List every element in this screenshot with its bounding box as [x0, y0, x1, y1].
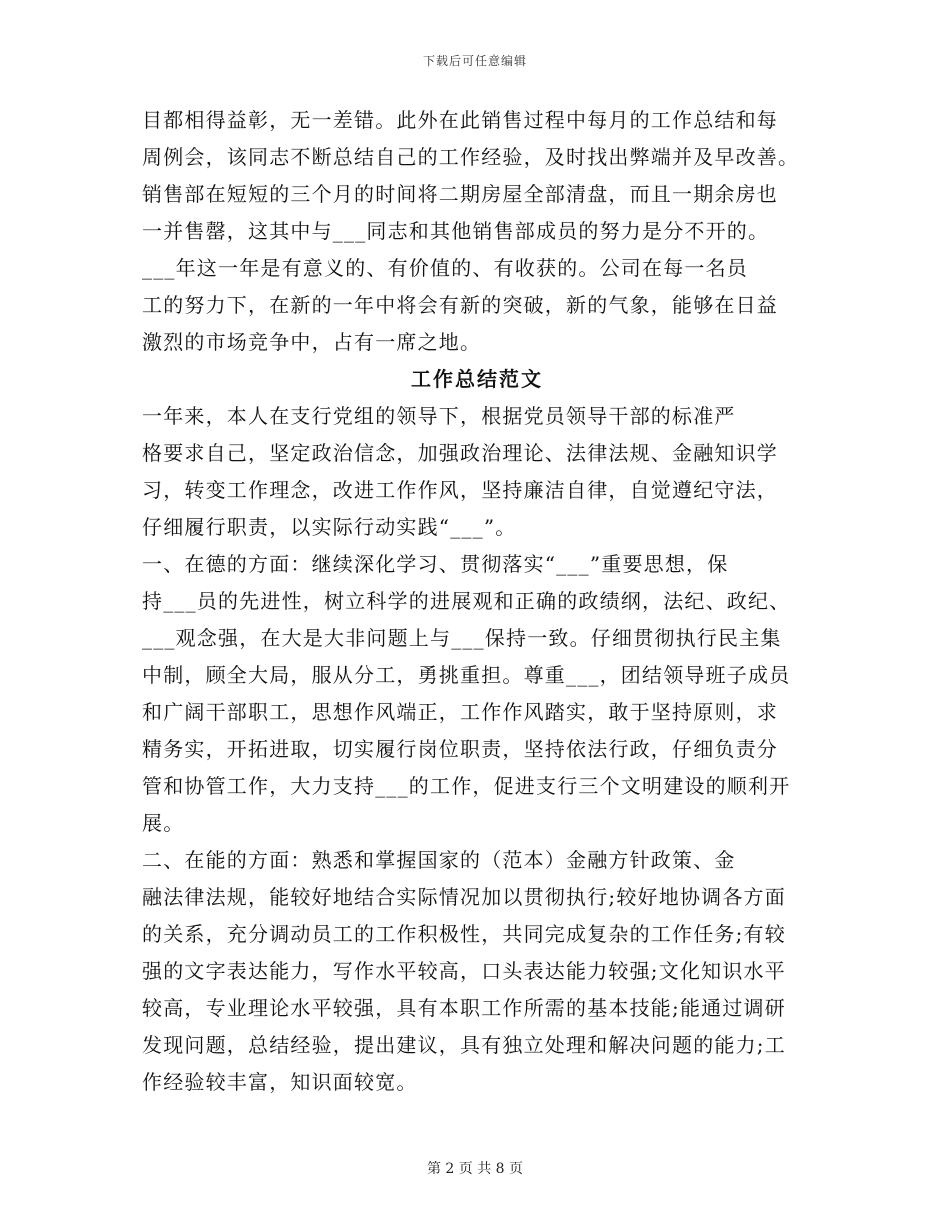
page-header-note: 下载后可任意编辑: [422, 54, 527, 68]
text-line: 目都相得益彰，无一差错。此外在此销售过程中每月的工作总结和每: [142, 108, 778, 132]
text-line: 一并售罄，这其中与___同志和其他销售部成员的努力是分不开的。: [142, 219, 770, 243]
text-line: 较高，专业理论水平较强，具有本职工作所需的基本技能;能通过调研: [142, 996, 786, 1020]
text-line: 作经验较丰富，知识面较宽。: [142, 1070, 418, 1094]
text-line: 一、在德的方面：继续深化学习、贯彻落实“___”重要思想，保: [142, 552, 729, 576]
section-title: 工作总结范文: [411, 367, 543, 391]
text-line: 工的努力下，在新的一年中将会有新的突破，新的气象，能够在日益: [142, 293, 778, 317]
text-line: 的关系，充分调动员工的工作积极性，共同完成复杂的工作任务;有较: [142, 922, 786, 946]
text-line: 管和协管工作，大力支持___的工作，促进支行三个文明建设的顺利开: [142, 774, 791, 798]
document-body: [142, 102, 812, 1101]
page-number-footer: 第 2 页 共 8 页: [426, 1161, 524, 1177]
text-line: 和广阔干部职工，思想作风端正，工作作风踏实，敢于坚持原则，求: [142, 700, 778, 724]
text-line: 激烈的市场竞争中，占有一席之地。: [142, 330, 482, 354]
text-line: 展。: [142, 811, 185, 835]
text-line: 精务实，开拓进取，切实履行岗位职责，坚持依法行政，仔细负责分: [142, 737, 778, 761]
text-line: 融法律法规，能较好地结合实际情况加以贯彻执行;较好地协调各方面: [142, 885, 786, 909]
text-line: 习，转变工作理念，改进工作作风，坚持廉洁自律，自觉遵纪守法，: [142, 478, 778, 502]
text-line: ___观念强，在大是大非问题上与___保持一致。仔细贯彻执行民主集: [142, 626, 782, 650]
text-line: 仔细履行职责，以实际行动实践“___”。: [142, 515, 517, 539]
text-line: 一年来，本人在支行党组的领导下，根据党员领导干部的标准严: [142, 404, 736, 428]
text-line: 发现问题，总结经验，提出建议，具有独立处理和解决问题的能力;工: [142, 1033, 786, 1057]
text-line: 持___员的先进性，树立科学的进展观和正确的政绩纲，法纪、政纪、: [142, 589, 791, 613]
text-line: 二、在能的方面：熟悉和掌握国家的（范本）金融方针政策、金: [142, 848, 736, 872]
text-line: 销售部在短短的三个月的时间将二期房屋全部清盘，而且一期余房也: [142, 182, 778, 206]
text-line: ___年这一年是有意义的、有价值的、有收获的。公司在每一名员: [142, 256, 748, 280]
text-line: 格要求自己，坚定政治信念，加强政治理论、法律法规、金融知识学: [142, 441, 778, 465]
text-line: 中制，顾全大局，服从分工，勇挑重担。尊重___，团结领导班子成员: [142, 663, 791, 687]
text-line: 强的文字表达能力，写作水平较高，口头表达能力较强;文化知识水平: [142, 959, 786, 983]
text-line: 周例会，该同志不断总结自己的工作经验，及时找出弊端并及早改善。: [142, 145, 800, 169]
